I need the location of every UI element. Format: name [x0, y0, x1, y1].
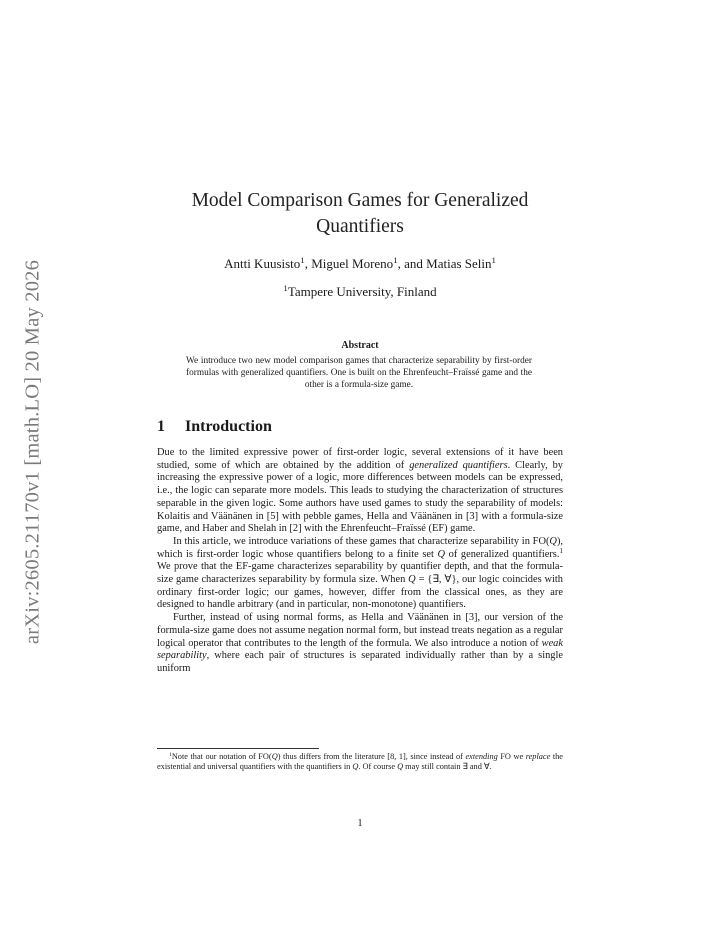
emphasis: extending: [465, 752, 498, 761]
section-number: 1: [157, 418, 165, 435]
affiliation-mark: 1: [393, 255, 398, 266]
author-name: Matias Selin: [426, 256, 492, 271]
affiliation: [150, 284, 570, 300]
introduction-body: [157, 447, 563, 676]
text-run: . Of course: [358, 762, 398, 772]
text-run: We prove that the EF-game characterizes separability by quantifier depth, and that the formula-size game characterizes separability by formula size. When: [157, 561, 563, 586]
affiliation-mark: 1: [300, 255, 305, 266]
text-run: may still contain ∃ and ∀.: [403, 762, 492, 772]
affiliation-mark: 1: [283, 283, 288, 294]
text-run: In this article, we introduce variations of these games that characterize separability in FO(: [173, 535, 550, 547]
text-run: the existential and universal quantifiers with the quantifiers in: [157, 752, 563, 772]
footnote-rule: [157, 748, 319, 749]
footnote: [157, 752, 563, 773]
paper-title: [150, 188, 570, 240]
text-run: , where each pair of structures is separated individually rather than by a single uniform: [157, 650, 563, 674]
footnote-mark: 1: [169, 751, 172, 758]
text-run: = {∃, ∀}, our logic coincides with ordinary first-order logic; our games, however, differ from the classical ones, as they are designed to handle arbitrary (and in particular, non-monotone) quantifiers.: [157, 574, 563, 611]
abstract-heading: Abstract: [341, 340, 379, 351]
author-separator: ,: [304, 256, 312, 271]
title-line-1: Model Comparison Games for Generalized: [191, 190, 529, 211]
emphasis: replace: [525, 752, 551, 761]
abstract-text: We introduce two new model comparison games that characterize separability by first-order formulas with generalized quantifiers. One is built on the Ehrenfeucht–Fraïssé game and the other is a formula-size game.: [186, 356, 532, 390]
text-run: FO we: [497, 752, 526, 761]
footnote-reference[interactable]: 1: [559, 546, 563, 555]
text-run: of generalized quantifiers.: [445, 548, 560, 560]
math-symbol: Q: [397, 762, 404, 772]
text-run: ) thus differs from the literature [8, 1], since instead of: [277, 752, 466, 761]
affiliation-name: Tampere University, Finland: [287, 284, 437, 299]
text-run: . Clearly, by increasing the expressive power of a logic, more differences between models can be expressed, i.e., the logic can separate more models. This leads to studying the characterization of structures separable in the given logic. Some authors have used games to study the separability of models: Kolaitis and Väänänen in [5] with pebble games, Hella and Väänänen in [3] with a formula-size game, and Haber and Shelah in [2] with the Ehrenfeucht–Fraïssé (EF) game.: [157, 459, 564, 535]
math-symbol: Q: [549, 535, 557, 547]
author-name: Miguel Moreno: [311, 256, 394, 271]
paragraph: [157, 447, 563, 536]
page-number: 1: [357, 818, 363, 829]
text-run: ), which is first-order logic whose quantifiers belong to a finite set: [157, 535, 563, 560]
math-symbol: Q: [437, 548, 446, 560]
title-line-2: Quantifiers: [316, 216, 404, 237]
emphasis: generalized quantifiers: [409, 459, 508, 471]
affiliation-mark: 1: [491, 255, 496, 266]
arxiv-identifier-stamp[interactable]: arXiv:2605.21170v1 [math.LO] 20 May 2026: [21, 259, 44, 645]
math-symbol: Q: [408, 574, 416, 586]
paragraph: [157, 612, 563, 676]
author-separator: , and: [397, 256, 427, 271]
math-symbol: Q: [271, 752, 278, 761]
math-symbol: Q: [352, 762, 359, 772]
text-run: Due to the limited expressive power of first-order logic, several extensions of it have been studied, some of which are obtained by the addition of: [157, 447, 563, 471]
section-heading: [157, 418, 272, 436]
section-title: Introduction: [185, 418, 272, 435]
text-run: Further, instead of using normal forms, as Hella and Väänänen in [3], our version of the formula-size game does not assume negation normal form, but instead treats negation as a regular logical operator that contributes to the length of the formula. We also introduce a notion of: [157, 612, 563, 649]
author-list: [150, 256, 570, 272]
author-name: Antti Kuusisto: [224, 256, 301, 271]
paragraph: [157, 536, 563, 612]
emphasis: weak separability: [157, 637, 563, 662]
text-run: Note that our notation of FO(: [171, 752, 272, 761]
